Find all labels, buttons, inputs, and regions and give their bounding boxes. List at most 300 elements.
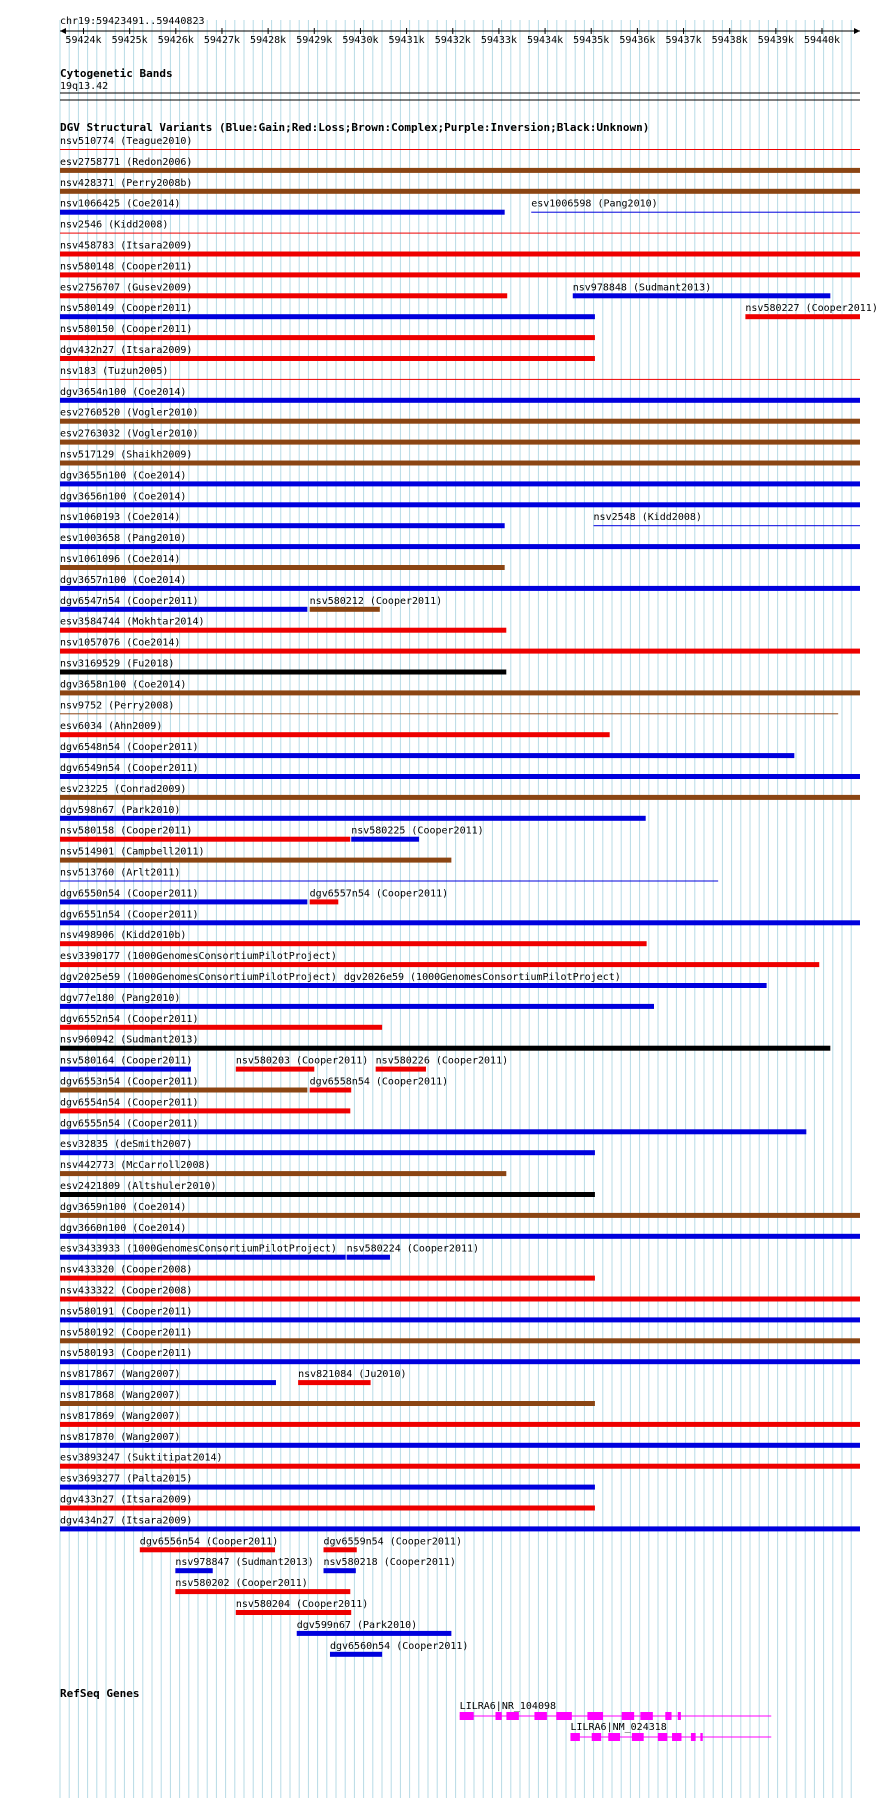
ruler-tick-label: 59433k xyxy=(480,35,517,46)
dgv-feature-bar xyxy=(60,1422,860,1427)
ruler-tick-label: 59438k xyxy=(711,35,748,46)
dgv-feature-bar xyxy=(60,1338,860,1343)
dgv-feature-label: nsv580191 (Cooper2011) xyxy=(60,1306,193,1318)
dgv-feature-label: nsv580204 (Cooper2011) xyxy=(235,1599,369,1610)
dgv-feature-bar xyxy=(297,1631,452,1636)
refseq-exon xyxy=(700,1733,702,1741)
dgv-feature-bar xyxy=(60,1401,595,1406)
dgv-feature[interactable] xyxy=(60,1160,506,1176)
ruler-tick-label: 59439k xyxy=(757,35,794,46)
dgv-feature-bar xyxy=(60,293,507,298)
dgv-feature-label: nsv433320 (Cooper2008) xyxy=(60,1264,193,1276)
dgv-feature-bar xyxy=(60,565,505,570)
dgv-feature-bar xyxy=(60,1004,654,1009)
dgv-feature[interactable] xyxy=(60,679,860,695)
ruler-tick-label: 59428k xyxy=(250,35,287,46)
ruler-tick-label: 59425k xyxy=(111,35,148,46)
dgv-feature-label: nsv433322 (Cooper2008) xyxy=(60,1285,193,1297)
dgv-feature-bar xyxy=(60,1485,595,1490)
cytoband-title: Cytogenetic Bands xyxy=(60,67,173,80)
dgv-feature[interactable] xyxy=(60,1495,595,1511)
dgv-feature[interactable] xyxy=(60,1306,860,1322)
dgv-feature-bar xyxy=(60,920,860,925)
dgv-feature[interactable] xyxy=(60,1244,346,1260)
dgv-feature[interactable] xyxy=(60,1348,860,1364)
dgv-feature-bar xyxy=(60,858,451,863)
dgv-feature[interactable] xyxy=(60,1056,192,1072)
dgv-feature-label: nsv817869 (Wang2007) xyxy=(60,1410,181,1422)
dgv-feature-label: nsv458783 (Itsara2009) xyxy=(60,240,193,252)
dgv-feature-bar xyxy=(324,1547,357,1552)
dgv-feature[interactable] xyxy=(347,1244,479,1260)
dgv-feature-label: nsv183 (Tuzun2005) xyxy=(60,365,169,377)
dgv-feature-label: nsv2546 (Kidd2008) xyxy=(60,219,169,231)
dgv-feature-label: dgv6549n54 (Cooper2011) xyxy=(60,763,199,774)
dgv-feature-bar xyxy=(60,795,860,800)
refseq-exon xyxy=(592,1733,601,1741)
dgv-feature-bar xyxy=(60,899,307,904)
dgv-feature-label: nsv817867 (Wang2007) xyxy=(60,1369,181,1381)
dgv-feature-label: dgv433n27 (Itsara2009) xyxy=(60,1494,193,1506)
dgv-feature[interactable] xyxy=(60,1223,860,1239)
dgv-feature[interactable] xyxy=(60,470,860,486)
ruler-left-arrow-icon[interactable] xyxy=(60,28,66,34)
dgv-feature-bar xyxy=(60,941,647,946)
dgv-feature-label: dgv6550n54 (Cooper2011) xyxy=(60,888,199,900)
dgv-feature-bar xyxy=(310,1088,352,1093)
dgv-feature[interactable] xyxy=(60,1139,595,1155)
dgv-feature-bar xyxy=(376,1067,426,1072)
ruler-tick-label: 59437k xyxy=(665,35,702,46)
dgv-feature[interactable] xyxy=(236,1056,368,1072)
dgv-feature[interactable] xyxy=(60,742,794,758)
dgv-feature[interactable] xyxy=(60,491,860,507)
dgv-feature[interactable] xyxy=(60,199,505,215)
dgv-feature[interactable] xyxy=(60,1453,860,1469)
dgv-feature[interactable] xyxy=(60,345,595,361)
dgv-feature-bar xyxy=(60,168,860,173)
ruler-tick-label: 59432k xyxy=(434,35,471,46)
dgv-feature-line xyxy=(60,881,718,882)
dgv-feature-line xyxy=(60,713,838,714)
dgv-feature-bar xyxy=(310,899,339,904)
dgv-feature-bar xyxy=(60,1067,191,1072)
dgv-feature-label: nsv517129 (Shaikh2009) xyxy=(60,449,193,461)
dgv-feature-label: nsv580148 (Cooper2011) xyxy=(60,261,193,273)
dgv-feature-label: nsv498906 (Kidd2010b) xyxy=(60,930,187,942)
dgv-feature[interactable] xyxy=(60,1181,595,1197)
dgv-feature[interactable] xyxy=(60,1265,595,1281)
dgv-feature[interactable] xyxy=(60,512,505,528)
dgv-feature-bar xyxy=(60,732,610,737)
dgv-feature-label: nsv1066425 (Coe2014) xyxy=(60,198,181,210)
dgv-feature-bar xyxy=(60,586,860,591)
dgv-feature-bar xyxy=(60,1150,595,1155)
dgv-feature-bar xyxy=(60,1171,506,1176)
dgv-feature[interactable] xyxy=(60,993,654,1009)
ruler-tick-label: 59429k xyxy=(296,35,333,46)
dgv-feature-label: nsv3169529 (Fu2018) xyxy=(60,658,175,670)
refseq-exon xyxy=(665,1712,671,1720)
dgv-feature[interactable] xyxy=(594,512,860,526)
dgv-feature-label: nsv978847 (Sudmant2013) xyxy=(175,1557,314,1569)
dgv-feature-label: nsv817868 (Wang2007) xyxy=(60,1390,181,1401)
dgv-feature[interactable] xyxy=(60,408,860,424)
dgv-feature-bar xyxy=(60,1234,860,1239)
dgv-feature-label: esv3893247 (Suktitipat2014) xyxy=(60,1452,223,1464)
dgv-feature-bar xyxy=(60,1192,595,1197)
dgv-feature-label: dgv3655n100 (Coe2014) xyxy=(60,470,187,482)
dgv-feature-label: nsv1061096 (Coe2014) xyxy=(60,554,181,565)
dgv-feature[interactable] xyxy=(60,868,718,882)
dgv-feature[interactable] xyxy=(60,1327,860,1343)
dgv-feature[interactable] xyxy=(298,1369,406,1385)
ruler-tick-label: 59440k xyxy=(803,35,841,46)
dgv-feature-bar xyxy=(573,293,831,298)
dgv-feature-bar xyxy=(60,1025,382,1030)
ruler-tick-label: 59436k xyxy=(619,35,656,46)
location-label: chr19:59423491..59440823 xyxy=(60,16,205,27)
dgv-feature-label: dgv3658n100 (Coe2014) xyxy=(60,679,187,691)
dgv-feature[interactable] xyxy=(324,1557,456,1573)
dgv-feature-bar xyxy=(60,210,505,215)
dgv-feature-label: esv6034 (Ahn2009) xyxy=(60,721,163,733)
dgv-feature-bar xyxy=(60,272,860,277)
dgv-feature[interactable] xyxy=(60,930,647,946)
dgv-feature-bar xyxy=(60,398,860,403)
dgv-feature-line xyxy=(60,379,860,380)
dgv-feature[interactable] xyxy=(60,700,838,714)
dgv-feature-label: dgv6551n54 (Cooper2011) xyxy=(60,909,199,921)
dgv-feature[interactable] xyxy=(60,387,860,403)
dgv-feature-bar xyxy=(60,502,860,507)
dgv-feature-bar xyxy=(324,1568,356,1573)
refseq-gene[interactable] xyxy=(460,1701,772,1720)
dgv-feature[interactable] xyxy=(60,1515,860,1531)
dgv-feature-bar xyxy=(60,1443,860,1448)
dgv-feature-bar xyxy=(330,1652,382,1657)
ruler-track xyxy=(60,16,860,46)
dgv-feature-label: nsv1060193 (Coe2014) xyxy=(60,512,181,524)
dgv-feature[interactable] xyxy=(60,1097,350,1113)
refseq-exon xyxy=(640,1712,652,1720)
ruler-tick-label: 59427k xyxy=(203,35,241,46)
dgv-feature-line xyxy=(60,149,860,150)
dgv-feature-bar xyxy=(310,607,380,612)
dgv-feature-label: esv2758771 (Redon2006) xyxy=(60,156,193,168)
dgv-feature-bar xyxy=(60,837,350,842)
dgv-feature-bar xyxy=(60,1297,860,1302)
dgv-feature-label: nsv580164 (Cooper2011) xyxy=(60,1055,193,1067)
dgv-feature-label: nsv580150 (Cooper2011) xyxy=(60,324,193,336)
dgv-feature-bar xyxy=(745,314,860,319)
ruler-tick-label: 59431k xyxy=(388,35,425,46)
dgv-feature-label: dgv6554n54 (Cooper2011) xyxy=(60,1097,199,1109)
dgv-feature-bar xyxy=(60,690,860,695)
dgv-feature-bar xyxy=(298,1380,370,1385)
dgv-feature-bar xyxy=(60,481,860,486)
ruler-tick-label: 59434k xyxy=(527,35,564,46)
dgv-feature-line xyxy=(60,233,860,234)
dgv-feature-bar xyxy=(60,628,506,633)
dgv-feature-label: dgv3654n100 (Coe2014) xyxy=(60,386,187,398)
dgv-feature[interactable] xyxy=(531,199,860,213)
dgv-feature[interactable] xyxy=(310,888,448,904)
dgv-feature-label: dgv6547n54 (Cooper2011) xyxy=(60,595,199,607)
dgv-feature[interactable] xyxy=(60,1014,382,1030)
dgv-feature-label: dgv6557n54 (Cooper2011) xyxy=(309,888,449,900)
dgv-feature-bar xyxy=(60,1317,860,1322)
refseq-genes xyxy=(460,1701,772,1741)
dgv-feature-bar xyxy=(60,1380,276,1385)
dgv-feature-label: dgv432n27 (Itsara2009) xyxy=(60,345,193,356)
dgv-feature-label: esv3433933 (1000GenomesConsortiumPilotProject) xyxy=(60,1243,337,1255)
refseq-exon xyxy=(556,1712,572,1720)
dgv-feature[interactable] xyxy=(60,763,860,779)
dgv-feature-bar xyxy=(60,419,860,424)
ruler-tick-label: 59426k xyxy=(157,35,194,46)
dgv-feature[interactable] xyxy=(60,826,350,842)
dgv-feature-bar xyxy=(60,753,794,758)
refseq-exon xyxy=(460,1712,474,1720)
dgv-feature-label: esv2760520 (Vogler2010) xyxy=(60,407,199,419)
refseq-exon xyxy=(496,1712,502,1720)
dgv-feature[interactable] xyxy=(236,1599,368,1615)
refseq-exon xyxy=(658,1733,667,1741)
dgv-feature[interactable] xyxy=(60,596,307,612)
dgv-feature-bar xyxy=(60,523,505,528)
dgv-feature-label: nsv580224 (Cooper2011) xyxy=(346,1243,480,1255)
dgv-feature-label: esv2756707 (Gusev2009) xyxy=(60,282,193,294)
dgv-track xyxy=(60,121,878,1657)
dgv-feature-label: esv1006598 (Pang2010) xyxy=(531,198,658,210)
dgv-feature-label: dgv3657n100 (Coe2014) xyxy=(60,574,187,586)
dgv-feature-label: nsv960942 (Sudmant2013) xyxy=(60,1034,199,1046)
dgv-feature-label: esv1003658 (Pang2010) xyxy=(60,533,187,545)
dgv-feature[interactable] xyxy=(60,638,860,654)
refseq-exon xyxy=(622,1712,634,1720)
dgv-feature[interactable] xyxy=(60,157,860,173)
ruler-tick-label: 59435k xyxy=(573,35,610,46)
dgv-feature-label: dgv599n67 (Park2010) xyxy=(296,1619,418,1631)
dgv-feature[interactable] xyxy=(60,533,860,549)
dgv-feature-bar xyxy=(347,1255,390,1260)
dgv-feature-label: nsv821084 (Ju2010) xyxy=(298,1369,407,1381)
dgv-feature-bar xyxy=(60,649,860,654)
dgv-feature[interactable] xyxy=(175,1578,350,1594)
dgv-feature-bar xyxy=(60,1464,860,1469)
dgv-feature[interactable] xyxy=(330,1641,468,1657)
dgv-feature[interactable] xyxy=(60,429,860,445)
dgv-feature[interactable] xyxy=(60,1077,307,1093)
dgv-feature[interactable] xyxy=(60,282,507,298)
dgv-feature-label: dgv6560n54 (Cooper2011) xyxy=(329,1640,469,1652)
refseq-exon xyxy=(534,1712,546,1720)
dgv-feature[interactable] xyxy=(60,261,860,277)
dgv-feature[interactable] xyxy=(60,1035,830,1051)
dgv-feature[interactable] xyxy=(60,784,860,800)
dgv-feature-bar xyxy=(60,189,860,194)
dgv-feature-bar xyxy=(236,1067,314,1072)
dgv-feature-label: esv2421809 (Altshuler2010) xyxy=(60,1181,217,1192)
dgv-feature-bar xyxy=(60,1129,806,1134)
dgv-feature-label: nsv580226 (Cooper2011) xyxy=(375,1055,509,1067)
refseq-exon xyxy=(506,1712,518,1720)
dgv-feature-label: nsv580202 (Cooper2011) xyxy=(175,1578,308,1590)
dgv-feature-label: dgv2026e59 (1000GenomesConsortiumPilotProject) xyxy=(343,972,621,983)
dgv-feature-bar xyxy=(351,837,419,842)
dgv-feature-bar xyxy=(60,544,860,549)
dgv-feature[interactable] xyxy=(60,721,610,737)
dgv-feature-label: nsv580227 (Cooper2011) xyxy=(745,303,878,315)
dgv-feature-label: nsv978848 (Sudmant2013) xyxy=(572,282,712,294)
dgv-feature[interactable] xyxy=(60,847,451,863)
refseq-exon xyxy=(632,1733,644,1741)
dgv-feature-bar xyxy=(60,314,595,319)
ruler-tick-label: 59424k xyxy=(65,35,102,46)
dgv-feature[interactable] xyxy=(60,659,506,675)
dgv-feature[interactable] xyxy=(60,178,860,194)
dgv-feature-label: nsv1057076 (Coe2014) xyxy=(60,637,181,649)
dgv-feature-label: dgv6552n54 (Cooper2011) xyxy=(60,1013,199,1025)
dgv-feature-bar xyxy=(60,607,307,612)
refseq-title: RefSeq Genes xyxy=(60,1687,140,1700)
dgv-feature-label: nsv513760 (Arlt2011) xyxy=(60,867,181,879)
dgv-feature-bar xyxy=(60,335,595,340)
dgv-feature-bar xyxy=(60,461,860,466)
dgv-feature-bar xyxy=(60,1108,350,1113)
dgv-feature-bar xyxy=(236,1610,351,1615)
dgv-feature-label: esv2763032 (Vogler2010) xyxy=(60,428,199,440)
dgv-feature-label: nsv510774 (Teague2010) xyxy=(60,136,193,147)
dgv-feature-bar xyxy=(60,1213,860,1218)
dgv-feature-label: dgv6556n54 (Cooper2011) xyxy=(139,1536,279,1548)
dgv-feature-bar xyxy=(60,356,595,361)
dgv-feature-label: esv3390177 (1000GenomesConsortiumPilotProject) xyxy=(60,951,337,963)
dgv-feature[interactable] xyxy=(60,888,307,904)
dgv-feature-line xyxy=(594,525,860,526)
dgv-feature-label: nsv428371 (Perry2008b) xyxy=(60,177,193,189)
dgv-feature[interactable] xyxy=(745,303,877,319)
dgv-feature[interactable] xyxy=(60,1474,595,1490)
dgv-feature-label: esv3693277 (Palta2015) xyxy=(60,1473,193,1485)
dgv-feature-label: dgv6555n54 (Cooper2011) xyxy=(60,1118,199,1130)
dgv-feature[interactable] xyxy=(60,241,860,257)
dgv-feature-label: nsv580193 (Cooper2011) xyxy=(60,1348,193,1360)
dgv-feature-label: nsv580192 (Cooper2011) xyxy=(60,1327,193,1339)
refseq-exon xyxy=(587,1712,603,1720)
dgv-feature-bar xyxy=(140,1547,275,1552)
dgv-feature-label: nsv9752 (Perry2008) xyxy=(60,700,175,712)
dgv-feature-label: dgv6548n54 (Cooper2011) xyxy=(60,742,199,754)
dgv-feature-label: dgv3656n100 (Coe2014) xyxy=(60,491,187,503)
dgv-feature-label: nsv580149 (Cooper2011) xyxy=(60,303,193,315)
refseq-gene-label: LILRA6|NM_024318 xyxy=(570,1722,667,1733)
dgv-feature-bar xyxy=(60,1359,860,1364)
dgv-feature[interactable] xyxy=(60,1286,860,1302)
refseq-gene-label: LILRA6|NR_104098 xyxy=(459,1701,557,1712)
ruler-tick-label: 59430k xyxy=(342,35,379,46)
dgv-feature-label: dgv6558n54 (Cooper2011) xyxy=(309,1076,449,1088)
dgv-feature[interactable] xyxy=(60,909,860,925)
dgv-feature-label: nsv2548 (Kidd2008) xyxy=(593,512,702,524)
dgv-feature-bar xyxy=(60,440,860,445)
dgv-feature-bar xyxy=(60,670,506,675)
dgv-feature[interactable] xyxy=(60,617,506,633)
dgv-feature[interactable] xyxy=(60,1202,860,1218)
dgv-feature[interactable] xyxy=(351,826,483,842)
dgv-feature[interactable] xyxy=(310,596,442,612)
dgv-feature-bar xyxy=(60,962,819,967)
dgv-feature[interactable] xyxy=(60,805,646,821)
dgv-feature-bar xyxy=(60,816,646,821)
dgv-feature-bar xyxy=(60,1088,307,1093)
dgv-feature-label: nsv442773 (McCarroll2008) xyxy=(60,1160,211,1172)
dgv-feature[interactable] xyxy=(310,1077,448,1093)
refseq-exon xyxy=(608,1733,620,1741)
dgv-feature-label: dgv2025e59 (1000GenomesConsortiumPilotProject) xyxy=(60,972,337,983)
dgv-feature[interactable] xyxy=(60,951,819,967)
dgv-feature-label: nsv580212 (Cooper2011) xyxy=(309,595,443,607)
dgv-feature-label: esv32835 (deSmith2007) xyxy=(60,1139,193,1151)
dgv-feature-label: dgv3659n100 (Coe2014) xyxy=(60,1201,187,1213)
dgv-feature-label: nsv580218 (Cooper2011) xyxy=(323,1557,456,1569)
cytoband-label[interactable]: 19q13.42 xyxy=(60,81,109,92)
refseq-exon xyxy=(672,1733,681,1741)
dgv-feature-label: esv3584744 (Mokhtar2014) xyxy=(60,616,205,628)
dgv-feature[interactable] xyxy=(344,972,744,988)
dgv-feature[interactable] xyxy=(324,1536,462,1552)
dgv-feature-label: dgv598n67 (Park2010) xyxy=(60,804,181,816)
dgv-features xyxy=(60,136,878,1657)
dgv-feature-bar xyxy=(60,1506,595,1511)
refseq-exon xyxy=(678,1712,681,1720)
dgv-feature[interactable] xyxy=(60,554,505,570)
dgv-feature-label: nsv514901 (Campbell2011) xyxy=(60,846,205,858)
dgv-feature[interactable] xyxy=(60,303,595,319)
dgv-feature[interactable] xyxy=(573,282,831,298)
refseq-exon xyxy=(691,1733,696,1741)
dgv-feature[interactable] xyxy=(140,1536,278,1552)
dgv-feature[interactable] xyxy=(60,450,860,466)
ruler-right-arrow-icon[interactable] xyxy=(854,28,860,34)
dgv-feature-label: nsv580225 (Cooper2011) xyxy=(351,825,484,837)
dgv-track-title: DGV Structural Variants (Blue:Gain;Red:Loss;Brown:Complex;Purple:Inversion;Black:Unknown) xyxy=(60,121,650,134)
dgv-feature-label: dgv434n27 (Itsara2009) xyxy=(60,1515,193,1527)
dgv-feature-bar xyxy=(60,1276,595,1281)
dgv-feature-bar xyxy=(60,1255,346,1260)
dgv-feature-label: dgv6559n54 (Cooper2011) xyxy=(323,1536,462,1548)
dgv-feature-bar xyxy=(60,252,860,257)
dgv-feature[interactable] xyxy=(60,1432,860,1448)
dgv-feature[interactable] xyxy=(60,575,860,591)
dgv-feature[interactable] xyxy=(60,1411,860,1427)
dgv-feature-label: dgv3660n100 (Coe2014) xyxy=(60,1222,187,1234)
refseq-track xyxy=(60,1687,771,1741)
dgv-feature-bar xyxy=(175,1589,350,1594)
dgv-feature-bar xyxy=(60,774,860,779)
dgv-feature[interactable] xyxy=(376,1056,508,1072)
dgv-feature[interactable] xyxy=(60,324,595,340)
dgv-feature-bar xyxy=(175,1568,212,1573)
dgv-feature-label: nsv580203 (Cooper2011) xyxy=(235,1055,369,1067)
dgv-feature-bar xyxy=(60,1526,860,1531)
dgv-feature[interactable] xyxy=(60,1390,595,1406)
dgv-feature-label: dgv6553n54 (Cooper2011) xyxy=(60,1076,199,1088)
dgv-feature[interactable] xyxy=(175,1557,313,1573)
dgv-feature-bar xyxy=(344,983,744,988)
dgv-feature-label: dgv77e180 (Pang2010) xyxy=(60,992,181,1004)
